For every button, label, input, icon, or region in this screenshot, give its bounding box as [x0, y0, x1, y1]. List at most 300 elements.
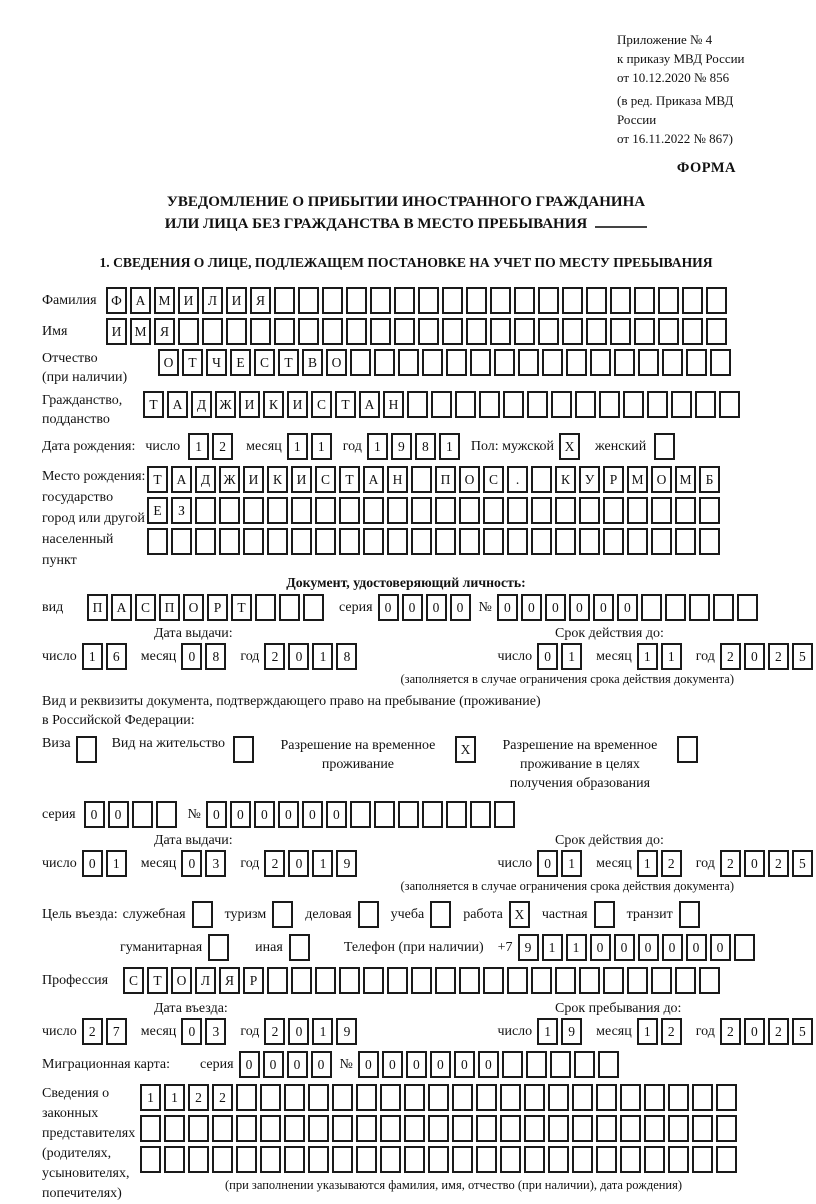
patronymic-input[interactable] — [158, 349, 734, 376]
cell[interactable]: 8 — [336, 643, 357, 670]
cell[interactable] — [627, 497, 648, 524]
id-issue-month-input[interactable] — [181, 643, 229, 670]
cell[interactable] — [274, 318, 295, 345]
cell[interactable] — [596, 1146, 617, 1173]
cell[interactable]: 6 — [106, 643, 127, 670]
cell[interactable]: 0 — [545, 594, 566, 621]
cell[interactable] — [548, 1146, 569, 1173]
cell[interactable] — [689, 594, 710, 621]
cell[interactable]: Р — [243, 967, 264, 994]
cell[interactable] — [404, 1146, 425, 1173]
cell[interactable]: Л — [195, 967, 216, 994]
cell[interactable] — [435, 528, 456, 555]
cell[interactable] — [387, 967, 408, 994]
cell[interactable] — [267, 967, 288, 994]
cell[interactable] — [479, 391, 500, 418]
entry-month-input[interactable] — [181, 1018, 229, 1045]
cell[interactable] — [156, 801, 177, 828]
transit-checkbox[interactable] — [679, 901, 703, 928]
cell[interactable] — [531, 497, 552, 524]
cell[interactable]: X — [559, 433, 580, 460]
cell[interactable] — [679, 901, 700, 928]
cell[interactable]: 2 — [212, 433, 233, 460]
cell[interactable] — [566, 349, 587, 376]
cell[interactable]: 0 — [614, 934, 635, 961]
cell[interactable] — [579, 528, 600, 555]
cell[interactable]: 9 — [336, 1018, 357, 1045]
cell[interactable]: М — [130, 318, 151, 345]
cell[interactable]: О — [459, 466, 480, 493]
cell[interactable] — [490, 318, 511, 345]
cell[interactable] — [370, 287, 391, 314]
cell[interactable]: Е — [230, 349, 251, 376]
cell[interactable] — [716, 1084, 737, 1111]
cell[interactable] — [737, 594, 758, 621]
cell[interactable] — [291, 967, 312, 994]
cell[interactable]: О — [651, 466, 672, 493]
id-issue-year-input[interactable] — [264, 643, 360, 670]
cell[interactable]: 9 — [336, 850, 357, 877]
cell[interactable] — [315, 528, 336, 555]
cell[interactable]: 5 — [792, 850, 813, 877]
representatives-row3-input[interactable] — [140, 1146, 740, 1173]
birthplace-row3-input[interactable] — [147, 528, 723, 555]
cell[interactable]: 8 — [205, 643, 226, 670]
cell[interactable] — [596, 1084, 617, 1111]
cell[interactable] — [178, 318, 199, 345]
cell[interactable] — [658, 287, 679, 314]
cell[interactable]: Т — [335, 391, 356, 418]
cell[interactable] — [459, 497, 480, 524]
cell[interactable] — [452, 1115, 473, 1142]
profession-input[interactable] — [123, 967, 723, 994]
cell[interactable] — [524, 1146, 545, 1173]
cell[interactable]: П — [87, 594, 108, 621]
cell[interactable]: X — [509, 901, 530, 928]
cell[interactable]: 7 — [106, 1018, 127, 1045]
cell[interactable]: Т — [339, 466, 360, 493]
cell[interactable]: 2 — [661, 850, 682, 877]
cell[interactable] — [716, 1146, 737, 1173]
cell[interactable] — [267, 497, 288, 524]
stay-issue-day-input[interactable] — [82, 850, 130, 877]
cell[interactable] — [692, 1084, 713, 1111]
cell[interactable]: И — [178, 287, 199, 314]
cell[interactable]: А — [111, 594, 132, 621]
cell[interactable]: В — [302, 349, 323, 376]
cell[interactable] — [514, 287, 535, 314]
cell[interactable] — [132, 801, 153, 828]
stay-expiry-month-input[interactable] — [637, 850, 685, 877]
work-checkbox[interactable] — [509, 901, 533, 928]
cell[interactable] — [363, 528, 384, 555]
cell[interactable]: И — [226, 287, 247, 314]
cell[interactable] — [614, 349, 635, 376]
cell[interactable] — [308, 1146, 329, 1173]
cell[interactable]: М — [675, 466, 696, 493]
cell[interactable] — [339, 497, 360, 524]
cell[interactable]: Ч — [206, 349, 227, 376]
cell[interactable] — [682, 287, 703, 314]
cell[interactable] — [255, 594, 276, 621]
cell[interactable] — [620, 1146, 641, 1173]
cell[interactable] — [531, 967, 552, 994]
cell[interactable] — [682, 318, 703, 345]
cell[interactable] — [452, 1084, 473, 1111]
cell[interactable] — [356, 1084, 377, 1111]
cell[interactable]: 1 — [312, 1018, 333, 1045]
cell[interactable] — [531, 528, 552, 555]
id-kind-input[interactable] — [87, 594, 327, 621]
cell[interactable] — [332, 1115, 353, 1142]
cell[interactable]: 0 — [302, 801, 323, 828]
cell[interactable] — [374, 349, 395, 376]
cell[interactable] — [250, 318, 271, 345]
cell[interactable] — [572, 1115, 593, 1142]
cell[interactable] — [350, 801, 371, 828]
cell[interactable] — [590, 349, 611, 376]
cell[interactable]: И — [243, 466, 264, 493]
cell[interactable]: 0 — [450, 594, 471, 621]
cell[interactable] — [562, 287, 583, 314]
until-year-input[interactable] — [720, 1018, 816, 1045]
cell[interactable] — [572, 1146, 593, 1173]
cell[interactable]: 1 — [367, 433, 388, 460]
cell[interactable]: О — [183, 594, 204, 621]
cell[interactable] — [476, 1115, 497, 1142]
cell[interactable]: 0 — [278, 801, 299, 828]
cell[interactable]: 1 — [566, 934, 587, 961]
cell[interactable] — [699, 967, 720, 994]
cell[interactable] — [446, 349, 467, 376]
cell[interactable] — [706, 318, 727, 345]
cell[interactable] — [550, 1051, 571, 1078]
cell[interactable] — [459, 528, 480, 555]
cell[interactable]: У — [579, 466, 600, 493]
cell[interactable] — [140, 1115, 161, 1142]
cell[interactable]: 0 — [288, 850, 309, 877]
cell[interactable] — [675, 497, 696, 524]
temp-residence-checkbox[interactable] — [455, 736, 479, 763]
birth-month-input[interactable] — [287, 433, 335, 460]
cell[interactable]: 0 — [254, 801, 275, 828]
official-checkbox[interactable] — [192, 901, 216, 928]
cell[interactable] — [208, 934, 229, 961]
cell[interactable]: 0 — [406, 1051, 427, 1078]
cell[interactable] — [446, 801, 467, 828]
cell[interactable] — [267, 528, 288, 555]
cell[interactable] — [370, 318, 391, 345]
cell[interactable] — [243, 497, 264, 524]
cell[interactable]: И — [106, 318, 127, 345]
cell[interactable]: Я — [154, 318, 175, 345]
cell[interactable] — [699, 497, 720, 524]
cell[interactable] — [490, 287, 511, 314]
cell[interactable] — [431, 391, 452, 418]
cell[interactable] — [706, 287, 727, 314]
cell[interactable]: . — [507, 466, 528, 493]
cell[interactable] — [332, 1146, 353, 1173]
cell[interactable] — [527, 391, 548, 418]
cell[interactable]: Р — [603, 466, 624, 493]
cell[interactable] — [665, 594, 686, 621]
entry-year-input[interactable] — [264, 1018, 360, 1045]
cell[interactable]: 0 — [181, 643, 202, 670]
cell[interactable] — [260, 1146, 281, 1173]
cell[interactable] — [502, 1051, 523, 1078]
cell[interactable]: 0 — [569, 594, 590, 621]
cell[interactable] — [579, 497, 600, 524]
cell[interactable]: 1 — [561, 850, 582, 877]
tourism-checkbox[interactable] — [272, 901, 296, 928]
cell[interactable] — [298, 287, 319, 314]
cell[interactable] — [466, 287, 487, 314]
cell[interactable] — [507, 967, 528, 994]
cell[interactable]: 0 — [710, 934, 731, 961]
cell[interactable]: Б — [699, 466, 720, 493]
cell[interactable] — [695, 391, 716, 418]
cell[interactable] — [435, 497, 456, 524]
cell[interactable] — [291, 528, 312, 555]
cell[interactable]: М — [154, 287, 175, 314]
cell[interactable]: 9 — [391, 433, 412, 460]
cell[interactable] — [562, 318, 583, 345]
cell[interactable]: 2 — [82, 1018, 103, 1045]
cell[interactable] — [298, 318, 319, 345]
cell[interactable] — [542, 349, 563, 376]
until-day-input[interactable] — [537, 1018, 585, 1045]
cell[interactable] — [398, 801, 419, 828]
cell[interactable]: 1 — [561, 643, 582, 670]
cell[interactable] — [713, 594, 734, 621]
cell[interactable]: 1 — [140, 1084, 161, 1111]
cell[interactable] — [620, 1084, 641, 1111]
cell[interactable] — [699, 528, 720, 555]
cell[interactable] — [651, 528, 672, 555]
cell[interactable] — [195, 497, 216, 524]
cell[interactable] — [428, 1084, 449, 1111]
cell[interactable]: 0 — [288, 643, 309, 670]
cell[interactable] — [500, 1115, 521, 1142]
business-checkbox[interactable] — [358, 901, 382, 928]
cell[interactable]: 3 — [205, 1018, 226, 1045]
cell[interactable] — [188, 1146, 209, 1173]
cell[interactable]: 2 — [720, 850, 741, 877]
cell[interactable] — [411, 528, 432, 555]
cell[interactable] — [380, 1146, 401, 1173]
cell[interactable] — [716, 1115, 737, 1142]
cell[interactable]: Т — [278, 349, 299, 376]
cell[interactable] — [363, 497, 384, 524]
cell[interactable] — [76, 736, 97, 763]
cell[interactable] — [418, 318, 439, 345]
cell[interactable]: 9 — [561, 1018, 582, 1045]
other-checkbox[interactable] — [289, 934, 313, 961]
cell[interactable]: 2 — [212, 1084, 233, 1111]
cell[interactable] — [284, 1146, 305, 1173]
cell[interactable]: А — [167, 391, 188, 418]
cell[interactable]: 2 — [720, 1018, 741, 1045]
cell[interactable] — [692, 1146, 713, 1173]
cell[interactable] — [226, 318, 247, 345]
cell[interactable] — [236, 1084, 257, 1111]
cell[interactable]: 0 — [358, 1051, 379, 1078]
cell[interactable] — [219, 497, 240, 524]
cell[interactable]: 1 — [661, 643, 682, 670]
cell[interactable]: С — [254, 349, 275, 376]
cell[interactable]: Я — [250, 287, 271, 314]
cell[interactable] — [627, 528, 648, 555]
cell[interactable]: К — [267, 466, 288, 493]
cell[interactable]: Т — [231, 594, 252, 621]
cell[interactable]: А — [363, 466, 384, 493]
cell[interactable]: С — [315, 466, 336, 493]
cell[interactable]: Е — [147, 497, 168, 524]
cell[interactable] — [603, 967, 624, 994]
cell[interactable] — [387, 528, 408, 555]
cell[interactable] — [219, 528, 240, 555]
cell[interactable] — [404, 1084, 425, 1111]
cell[interactable] — [634, 287, 655, 314]
id-series-input[interactable] — [378, 594, 474, 621]
mig-series-input[interactable] — [239, 1051, 335, 1078]
cell[interactable] — [675, 967, 696, 994]
cell[interactable]: 8 — [415, 433, 436, 460]
cell[interactable] — [147, 528, 168, 555]
cell[interactable]: 1 — [637, 1018, 658, 1045]
cell[interactable] — [404, 1115, 425, 1142]
cell[interactable] — [411, 497, 432, 524]
cell[interactable] — [346, 287, 367, 314]
cell[interactable] — [524, 1084, 545, 1111]
cell[interactable] — [518, 349, 539, 376]
until-month-input[interactable] — [637, 1018, 685, 1045]
cell[interactable]: 0 — [378, 594, 399, 621]
cell[interactable] — [662, 349, 683, 376]
cell[interactable] — [466, 318, 487, 345]
representatives-row1-input[interactable] — [140, 1084, 740, 1111]
cell[interactable] — [531, 466, 552, 493]
cell[interactable] — [514, 318, 535, 345]
cell[interactable] — [380, 1084, 401, 1111]
cell[interactable] — [538, 318, 559, 345]
cell[interactable]: Л — [202, 287, 223, 314]
cell[interactable] — [476, 1084, 497, 1111]
residence-permit-checkbox[interactable] — [233, 736, 257, 763]
cell[interactable] — [555, 528, 576, 555]
cell[interactable]: 5 — [792, 643, 813, 670]
cell[interactable] — [494, 349, 515, 376]
cell[interactable] — [387, 497, 408, 524]
cell[interactable]: 2 — [720, 643, 741, 670]
cell[interactable] — [599, 391, 620, 418]
cell[interactable]: 1 — [188, 433, 209, 460]
cell[interactable] — [358, 901, 379, 928]
cell[interactable] — [555, 967, 576, 994]
cell[interactable]: 0 — [590, 934, 611, 961]
given-name-input[interactable] — [106, 318, 730, 345]
cell[interactable]: О — [158, 349, 179, 376]
cell[interactable]: Н — [387, 466, 408, 493]
cell[interactable]: И — [291, 466, 312, 493]
cell[interactable]: О — [326, 349, 347, 376]
cell[interactable] — [274, 287, 295, 314]
cell[interactable] — [435, 967, 456, 994]
stay-series-input[interactable] — [84, 801, 180, 828]
cell[interactable] — [651, 497, 672, 524]
cell[interactable]: 0 — [206, 801, 227, 828]
cell[interactable] — [507, 528, 528, 555]
cell[interactable] — [289, 934, 310, 961]
cell[interactable]: 2 — [768, 643, 789, 670]
cell[interactable]: А — [171, 466, 192, 493]
cell[interactable]: 0 — [326, 801, 347, 828]
cell[interactable] — [654, 433, 675, 460]
cell[interactable]: 0 — [617, 594, 638, 621]
cell[interactable]: 1 — [637, 850, 658, 877]
cell[interactable] — [503, 391, 524, 418]
cell[interactable] — [586, 287, 607, 314]
cell[interactable] — [551, 391, 572, 418]
cell[interactable] — [260, 1084, 281, 1111]
cell[interactable]: 0 — [288, 1018, 309, 1045]
cell[interactable] — [555, 497, 576, 524]
stay-issue-month-input[interactable] — [181, 850, 229, 877]
cell[interactable] — [596, 1115, 617, 1142]
cell[interactable] — [623, 391, 644, 418]
cell[interactable] — [452, 1146, 473, 1173]
cell[interactable] — [710, 349, 731, 376]
cell[interactable]: 2 — [661, 1018, 682, 1045]
cell[interactable] — [671, 391, 692, 418]
cell[interactable] — [538, 287, 559, 314]
cell[interactable] — [575, 391, 596, 418]
cell[interactable]: 0 — [537, 643, 558, 670]
cell[interactable] — [548, 1115, 569, 1142]
cell[interactable] — [308, 1115, 329, 1142]
cell[interactable]: 0 — [426, 594, 447, 621]
cell[interactable] — [418, 287, 439, 314]
cell[interactable]: 1 — [106, 850, 127, 877]
cell[interactable]: 0 — [744, 1018, 765, 1045]
cell[interactable]: 2 — [264, 850, 285, 877]
cell[interactable] — [476, 1146, 497, 1173]
cell[interactable] — [734, 934, 755, 961]
cell[interactable]: Р — [207, 594, 228, 621]
cell[interactable]: 0 — [686, 934, 707, 961]
cell[interactable] — [647, 391, 668, 418]
cell[interactable]: О — [171, 967, 192, 994]
cell[interactable] — [603, 528, 624, 555]
cell[interactable] — [322, 287, 343, 314]
birth-year-input[interactable] — [367, 433, 463, 460]
cell[interactable]: 1 — [439, 433, 460, 460]
cell[interactable] — [692, 1115, 713, 1142]
cell[interactable]: 0 — [744, 850, 765, 877]
cell[interactable] — [572, 1084, 593, 1111]
cell[interactable] — [411, 967, 432, 994]
cell[interactable] — [374, 801, 395, 828]
cell[interactable] — [586, 318, 607, 345]
cell[interactable] — [526, 1051, 547, 1078]
cell[interactable] — [686, 349, 707, 376]
cell[interactable]: Д — [195, 466, 216, 493]
cell[interactable]: С — [311, 391, 332, 418]
cell[interactable]: А — [130, 287, 151, 314]
cell[interactable]: 0 — [744, 643, 765, 670]
cell[interactable] — [212, 1146, 233, 1173]
temp-residence-edu-checkbox[interactable] — [677, 736, 701, 763]
